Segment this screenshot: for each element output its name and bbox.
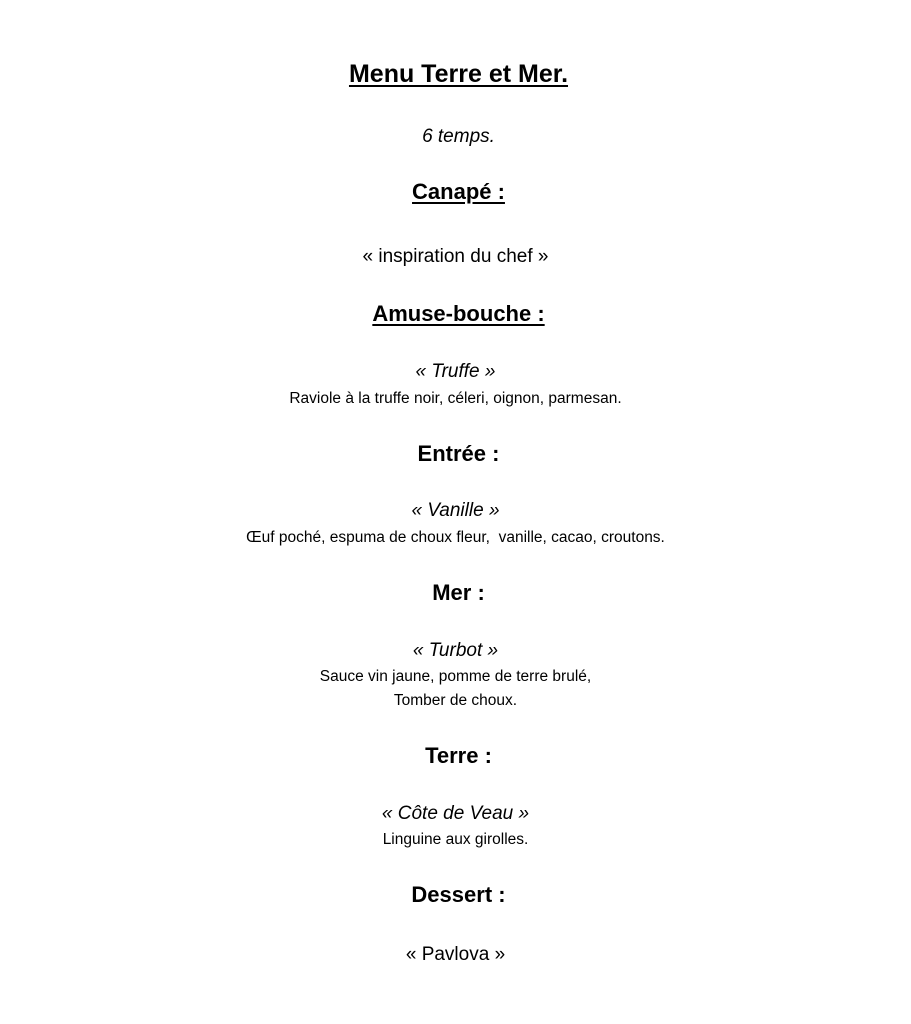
dish-description-mer-line-1: Sauce vin jaune, pomme de terre brulé,	[319, 668, 592, 685]
course-heading-mer: Mer :	[432, 580, 485, 605]
menu-subtitle: 6 temps.	[422, 126, 495, 147]
dish-mer: « Turbot »	[412, 640, 499, 661]
dish-description-amuse-bouche: Raviole à la truffe noir, céleri, oignon, parmesan.	[289, 390, 622, 407]
course-heading-dessert: Dessert :	[411, 882, 506, 907]
dish-dessert: « Pavlova »	[405, 944, 506, 965]
dish-description-terre: Linguine aux girolles.	[382, 831, 529, 848]
dish-entree: « Vanille »	[411, 500, 500, 521]
course-heading-entree: Entrée :	[417, 441, 500, 466]
menu-title: Menu Terre et Mer.	[348, 60, 569, 88]
dish-amuse-bouche: « Truffe »	[415, 361, 496, 382]
dish-terre: « Côte de Veau »	[381, 803, 530, 824]
course-heading-terre: Terre :	[425, 743, 492, 768]
course-heading-amuse-bouche: Amuse-bouche :	[372, 301, 545, 326]
dish-canape: « inspiration du chef »	[362, 246, 549, 267]
course-heading-canape: Canapé :	[412, 179, 505, 204]
dish-description-entree: Œuf poché, espuma de choux fleur, vanille, cacao, croutons.	[246, 529, 665, 546]
dish-description-mer-line-2: Tomber de choux.	[393, 692, 518, 709]
